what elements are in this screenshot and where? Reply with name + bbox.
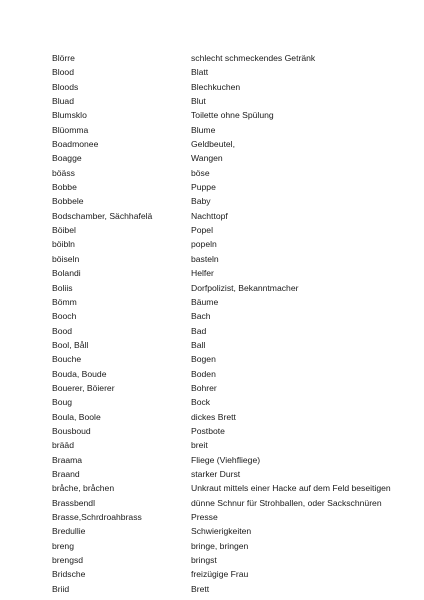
dialect-term: bräād <box>52 440 74 451</box>
dialect-term: Bobbele <box>52 196 84 207</box>
dialect-term: Bouche <box>52 354 82 365</box>
dialect-term: brengsd <box>52 555 84 566</box>
standard-german-meaning: Bad <box>191 325 207 336</box>
dialect-term: Brasse,Schrdroahbrass <box>52 512 142 522</box>
glossary-list <box>52 51 424 596</box>
glossary-row <box>52 438 424 452</box>
dialect-term: Braand <box>52 468 80 479</box>
dialect-term: Bridsche <box>52 569 86 580</box>
dialect-term: Boadmonee <box>52 139 99 150</box>
glossary-row <box>52 180 424 194</box>
glossary-row <box>52 481 424 495</box>
dialect-term: Bluad <box>52 96 74 107</box>
dialect-term: Bodschamber, Sächhafelä <box>52 210 153 221</box>
dialect-term: böibln <box>52 239 75 250</box>
dialect-term: Blörre <box>52 53 75 63</box>
dialect-term: Bloods <box>52 81 79 92</box>
dialect-term: Boug <box>52 397 73 408</box>
dialect-term: Bousboud <box>52 425 91 436</box>
standard-german-meaning: freizügige Frau <box>191 569 249 580</box>
glossary-row <box>52 539 424 553</box>
dialect-term: Bolandi <box>52 268 81 279</box>
dialect-term: Blüomma <box>52 124 89 135</box>
dialect-term: Bool, Båll <box>52 339 89 350</box>
dialect-term: Boliis <box>52 282 73 293</box>
standard-german-meaning: breit <box>191 440 208 451</box>
standard-german-meaning: basteln <box>191 253 219 264</box>
standard-german-meaning: dickes Brett <box>191 411 236 422</box>
glossary-row <box>52 51 424 65</box>
glossary-row <box>52 94 424 108</box>
standard-german-meaning: Boden <box>191 368 216 379</box>
standard-german-meaning: starker Durst <box>191 468 241 479</box>
standard-german-meaning: Ball <box>191 339 206 350</box>
standard-german-meaning: Unkraut mittels einer Hacke auf dem Feld beseitigen <box>191 483 391 494</box>
dialect-term: Braama <box>52 454 83 465</box>
glossary-row <box>52 395 424 409</box>
dialect-term: Bömm <box>52 296 77 307</box>
standard-german-meaning: Bogen <box>191 354 216 365</box>
dialect-term: Bood <box>52 325 73 336</box>
glossary-row <box>52 209 424 223</box>
dialect-term: böäss <box>52 167 75 178</box>
glossary-row <box>52 108 424 122</box>
dialect-term: Brassbendl <box>52 497 95 508</box>
dialect-term: Boagge <box>52 153 82 164</box>
standard-german-meaning: Wangen <box>191 153 223 164</box>
standard-german-meaning: Baby <box>191 196 211 207</box>
glossary-row <box>52 194 424 208</box>
standard-german-meaning: Presse <box>191 512 218 522</box>
glossary-row <box>52 237 424 251</box>
standard-german-meaning: Dorfpolizist, Bekanntmacher <box>191 282 299 293</box>
glossary-row <box>52 410 424 424</box>
standard-german-meaning: Popel <box>191 225 213 236</box>
glossary-row <box>52 309 424 323</box>
dialect-term: böiseln <box>52 253 80 264</box>
glossary-row <box>52 137 424 151</box>
glossary-row <box>52 266 424 280</box>
dialect-term: Blood <box>52 67 74 78</box>
glossary-row <box>52 252 424 266</box>
glossary-row <box>52 123 424 137</box>
standard-german-meaning: Geldbeutel, <box>191 139 235 150</box>
glossary-row <box>52 453 424 467</box>
glossary-row <box>52 582 424 596</box>
standard-german-meaning: Bohrer <box>191 382 217 393</box>
dialect-term: Bouerer, Böierer <box>52 382 115 393</box>
standard-german-meaning: Helfer <box>191 268 214 279</box>
glossary-row <box>52 567 424 581</box>
dialect-term: Bobbe <box>52 182 77 193</box>
standard-german-meaning: Nachttopf <box>191 210 228 221</box>
glossary-row <box>52 524 424 538</box>
glossary-row <box>52 324 424 338</box>
standard-german-meaning: Blume <box>191 124 216 135</box>
dialect-term: Bredullie <box>52 526 86 537</box>
glossary-row <box>52 381 424 395</box>
standard-german-meaning: Blechkuchen <box>191 81 241 92</box>
standard-german-meaning: Schwierigkeiten <box>191 526 252 537</box>
glossary-row <box>52 223 424 237</box>
standard-german-meaning: popeln <box>191 239 217 250</box>
glossary-row <box>52 166 424 180</box>
glossary-row <box>52 281 424 295</box>
dialect-term: Blumsklo <box>52 110 87 121</box>
glossary-row <box>52 510 424 524</box>
dialect-term: bråche, bråchen <box>52 483 115 494</box>
standard-german-meaning: Puppe <box>191 182 216 193</box>
dialect-term: breng <box>52 540 74 551</box>
glossary-row <box>52 352 424 366</box>
glossary-row <box>52 295 424 309</box>
standard-german-meaning: Brett <box>191 583 210 594</box>
dialect-term: Booch <box>52 311 77 322</box>
dialect-term: Briid <box>52 583 70 594</box>
glossary-row <box>52 467 424 481</box>
standard-german-meaning: Bäume <box>191 296 219 307</box>
standard-german-meaning: böse <box>191 167 210 178</box>
glossary-row <box>52 496 424 510</box>
glossary-row <box>52 367 424 381</box>
standard-german-meaning: Postbote <box>191 425 225 436</box>
dialect-term: Boula, Boole <box>52 411 101 422</box>
standard-german-meaning: schlecht schmeckendes Getränk <box>191 53 316 63</box>
glossary-row <box>52 338 424 352</box>
standard-german-meaning: Bock <box>191 397 211 408</box>
standard-german-meaning: bringe, bringen <box>191 540 249 551</box>
standard-german-meaning: Bach <box>191 311 211 322</box>
standard-german-meaning: bringst <box>191 555 217 566</box>
glossary-row <box>52 80 424 94</box>
standard-german-meaning: Fliege (Viehfliege) <box>191 454 261 465</box>
standard-german-meaning: Blut <box>191 96 206 107</box>
dialect-term: Böibel <box>52 225 76 236</box>
dialect-term: Bouda, Boude <box>52 368 107 379</box>
standard-german-meaning: dünne Schnur für Strohballen, oder Sackschnüren <box>191 497 382 508</box>
glossary-row <box>52 553 424 567</box>
glossary-row <box>52 424 424 438</box>
standard-german-meaning: Blatt <box>191 67 209 78</box>
glossary-row <box>52 65 424 79</box>
standard-german-meaning: Toilette ohne Spülung <box>191 110 274 121</box>
glossary-row <box>52 151 424 165</box>
